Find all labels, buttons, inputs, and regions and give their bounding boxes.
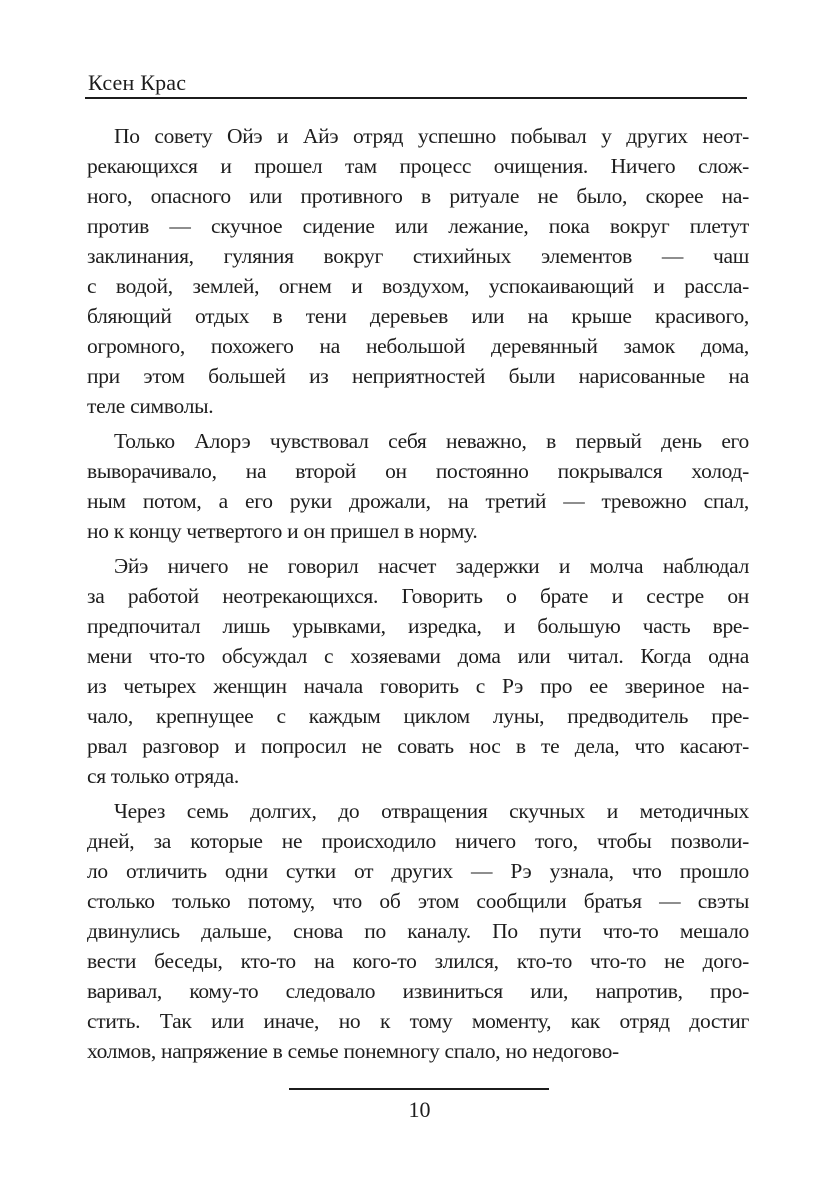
text-line: при этом большей из неприятностей были нарисованные на <box>87 364 749 388</box>
text-line: ного, опасного или противного в ритуале не было, скорее на- <box>87 184 749 208</box>
text-line: вести беседы, кто-то на кого-то злился, кто-то что-то не дого- <box>87 949 749 973</box>
text-line: за работой неотрекающихся. Говорить о брате и сестре он <box>87 584 749 608</box>
text-line: варивал, кому-то следовало извиниться или, напротив, про- <box>87 979 749 1003</box>
text-line: холмов, напряжение в семье понемногу спало, но недогово- <box>87 1039 619 1063</box>
text-line: столько только потому, что об этом сообщили братья — свэты <box>87 889 749 913</box>
text-line: Эйэ ничего не говорил насчет задержки и молча наблюдал <box>114 554 749 578</box>
text-line: мени что-то обсуждал с хозяевами дома или читал. Когда одна <box>87 644 749 668</box>
text-line: стить. Так или иначе, но к тому моменту, как отряд достиг <box>87 1009 749 1033</box>
page-number: 10 <box>408 1097 431 1122</box>
text-line: чало, крепнущее с каждым циклом луны, предводитель пре- <box>87 704 749 728</box>
text-line: Только Алорэ чувствовал себя неважно, в первый день его <box>114 429 749 453</box>
text-line: заклинания, гуляния вокруг стихийных элементов — чаш <box>87 244 749 268</box>
text-line: ным потом, а его руки дрожали, на третий — тревожно спал, <box>87 489 749 513</box>
text-line: с водой, землей, огнем и воздухом, успокаивающий и рассла- <box>87 274 749 298</box>
header-divider <box>85 97 747 99</box>
text-line: огромного, похожего на небольшой деревянный замок дома, <box>87 334 749 358</box>
text-line: но к концу четвертого и он пришел в норму. <box>87 519 478 543</box>
text-line: ло отличить одни сутки от других — Рэ узнала, что прошло <box>87 859 749 883</box>
running-header <box>88 70 186 96</box>
footer-divider <box>289 1088 549 1090</box>
text-line: дней, за которые не происходило ничего того, чтобы позволи- <box>87 829 749 853</box>
text-line: из четырех женщин начала говорить с Рэ про ее звериное на- <box>87 674 749 698</box>
text-line: рвал разговор и попросил не совать нос в те дела, что касают- <box>87 734 749 758</box>
text-line: ся только отряда. <box>87 764 239 788</box>
text-line: предпочитал лишь урывками, изредка, и большую часть вре- <box>87 614 749 638</box>
text-line: выворачивало, на второй он постоянно покрывался холод- <box>87 459 749 483</box>
text-line: двинулись дальше, снова по каналу. По пути что-то мешало <box>87 919 749 943</box>
text-line: бляющий отдых в тени деревьев или на крыше красивого, <box>87 304 749 328</box>
body-text <box>87 121 749 1066</box>
text-line: Через семь долгих, до отвращения скучных и методичных <box>114 799 749 823</box>
text-line: теле символы. <box>87 394 214 418</box>
text-line: По совету Ойэ и Айэ отряд успешно побывал у других неот- <box>114 124 749 148</box>
text-line: рекающихся и прошел там процесс очищения. Ничего слож- <box>87 154 749 178</box>
text-line: против — скучное сидение или лежание, пока вокруг плетут <box>87 214 749 238</box>
running-title: Ксен Крас <box>88 70 187 95</box>
